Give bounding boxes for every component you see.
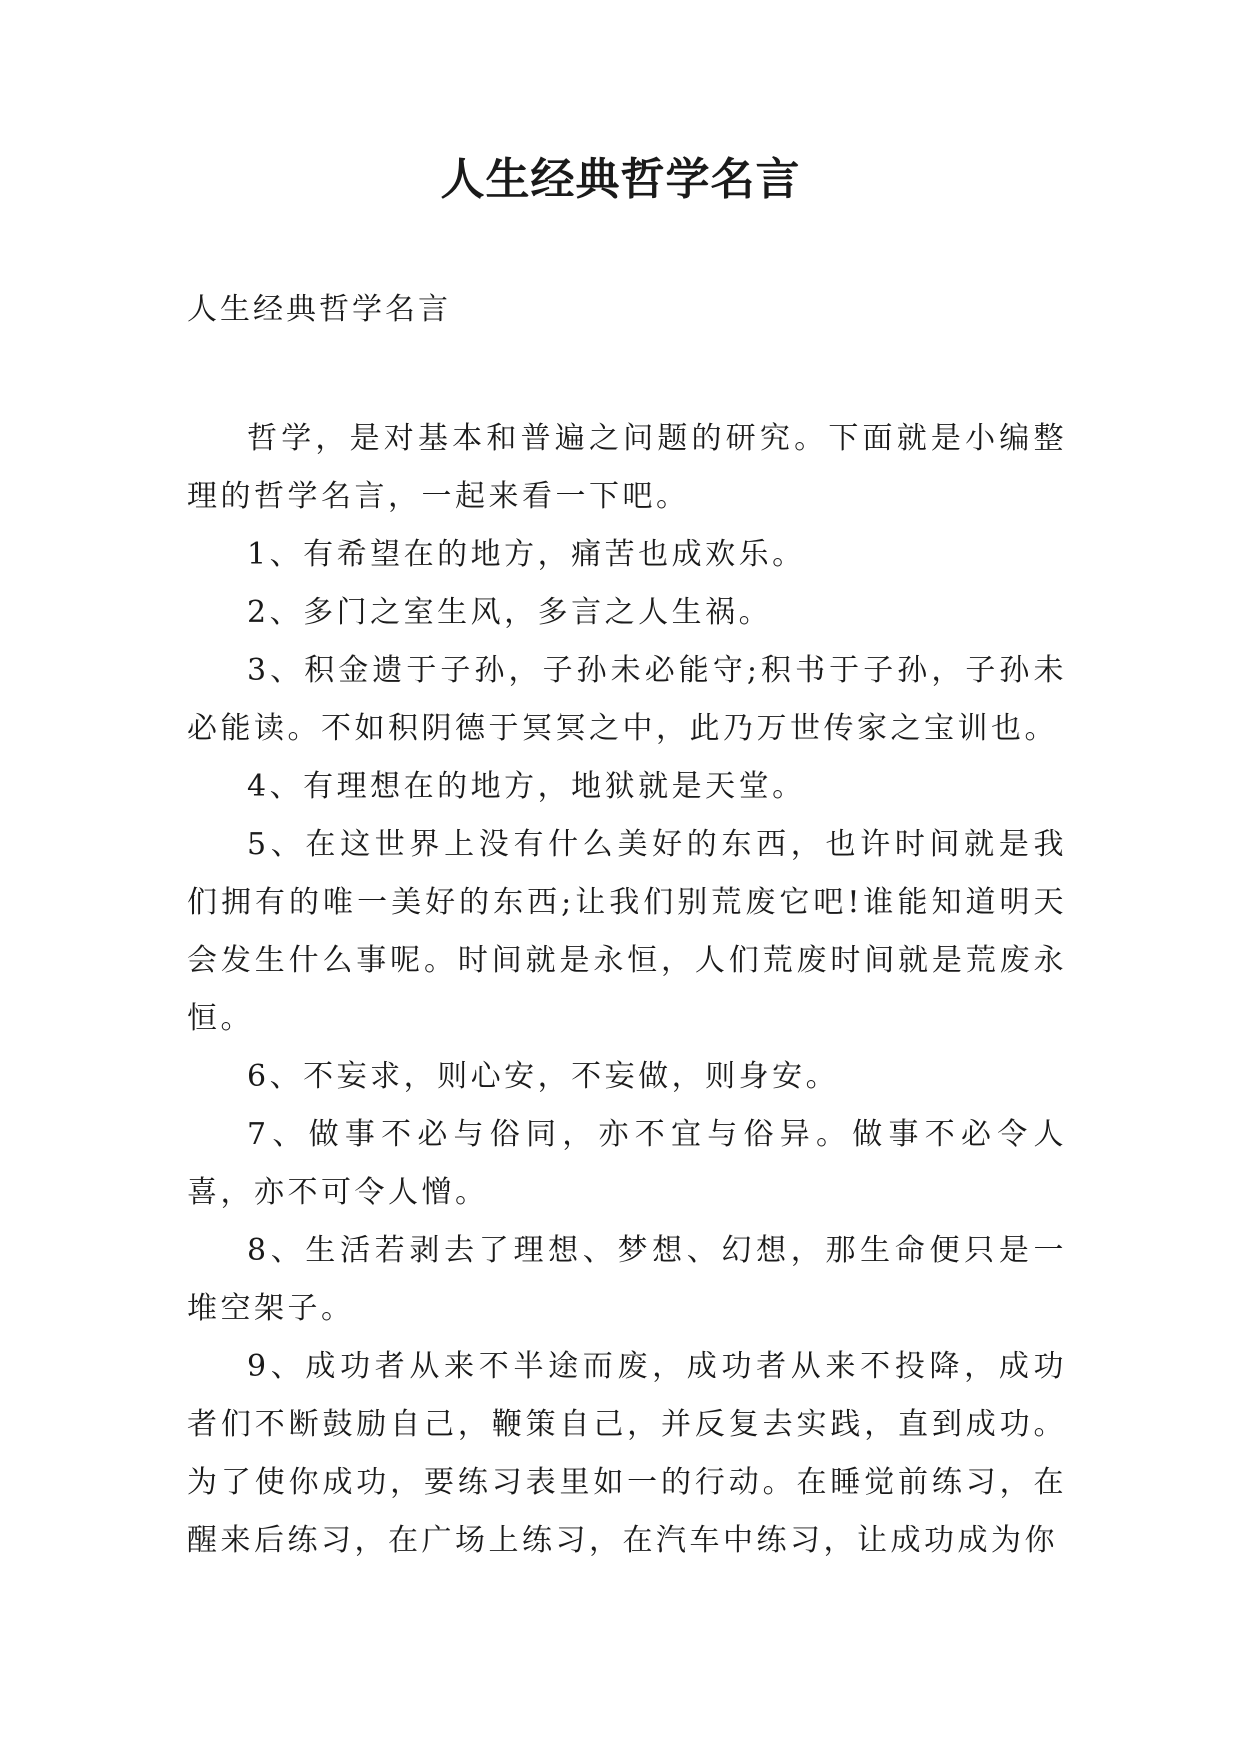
quote-paragraph-3: 3、积金遗于子孙，子孙未必能守;积书于子孙，子孙未必能读。不如积阴德于冥冥之中，此乃万世传家之宝训也。	[187, 653, 1067, 746]
document-subtitle: 人生经典哲学名言	[187, 292, 451, 327]
quote-paragraph-9: 9、成功者从来不半途而废，成功者从来不投降，成功者们不断鼓励自己，鞭策自己，并反复去实践，直到成功。为了使你成功，要练习表里如一的行动。在睡觉前练习，在醒来后练习，在广场上练习，在汽车中练习，让成功成为你	[187, 1349, 1067, 1558]
quote-paragraph-7: 7、做事不必与俗同，亦不宜与俗异。做事不必令人喜，亦不可令人憎。	[187, 1117, 1067, 1210]
quote-paragraph-4: 4、有理想在的地方，地狱就是天堂。	[247, 769, 806, 804]
document-body	[187, 410, 1067, 1570]
quote-paragraph-8: 8、生活若剥去了理想、梦想、幻想，那生命便只是一堆空架子。	[187, 1233, 1067, 1326]
quote-paragraph-2: 2、多门之室生风，多言之人生祸。	[247, 595, 773, 630]
quote-paragraph-5: 5、在这世界上没有什么美好的东西，也许时间就是我们拥有的唯一美好的东西;让我们别荒废它吧!谁能知道明天会发生什么事呢。时间就是永恒，人们荒废时间就是荒废永恒。	[187, 827, 1067, 1036]
document-title: 人生经典哲学名言	[440, 154, 801, 205]
quote-paragraph-6: 6、不妄求，则心安，不妄做，则身安。	[247, 1059, 840, 1094]
intro-paragraph: 哲学，是对基本和普遍之问题的研究。下面就是小编整理的哲学名言，一起来看一下吧。	[187, 421, 1067, 514]
quote-paragraph-1: 1、有希望在的地方，痛苦也成欢乐。	[247, 537, 806, 572]
